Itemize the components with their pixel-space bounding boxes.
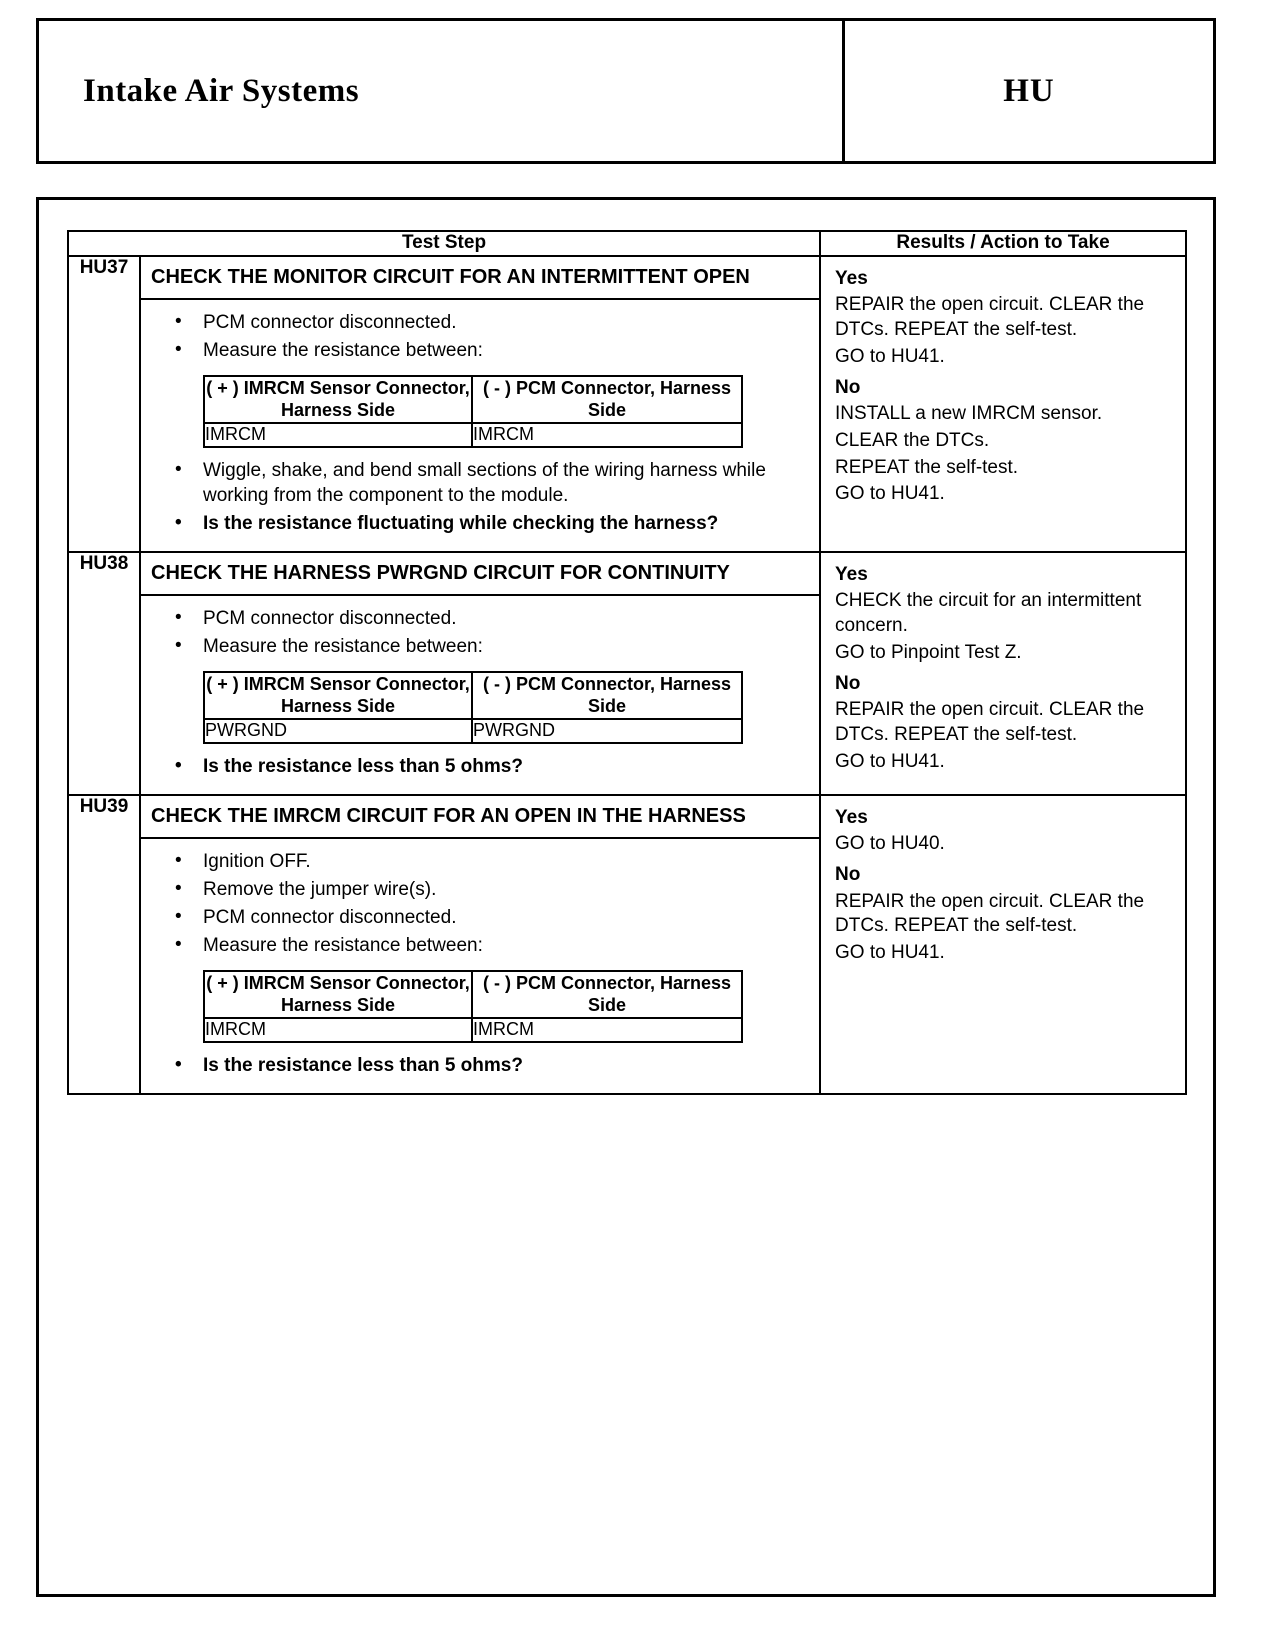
result-goto: GO to HU40. <box>835 833 945 855</box>
result-text: CHECK the circuit for an intermittent concern. <box>835 590 1142 637</box>
subtable-header-left: ( + ) IMRCM Sensor Connector, Harness Side <box>204 376 472 423</box>
subtable-value-right: IMRCM <box>472 423 742 447</box>
results-content <box>821 553 1185 787</box>
list-item-question: • Is the resistance less than 5 ohms? <box>203 754 809 779</box>
subtable-header-row <box>204 672 742 719</box>
connector-subtable <box>203 671 743 744</box>
connector-subtable <box>203 970 743 1043</box>
column-header-test-step: Test Step <box>68 231 820 256</box>
result-yes-label: Yes <box>835 563 868 585</box>
page-title: Intake Air Systems <box>83 72 360 109</box>
list-item: • Measure the resistance between: <box>203 338 809 363</box>
result-text: REPAIR the open circuit. CLEAR the DTCs. REPEAT the self-test. <box>835 890 1145 937</box>
list-item-question: • Is the resistance fluctuating while checking the harness? <box>203 511 809 536</box>
result-yes-label: Yes <box>835 806 868 828</box>
table-row <box>68 256 1186 552</box>
subtable-header-left: ( + ) IMRCM Sensor Connector, Harness Side <box>204 971 472 1018</box>
subtable-value-right: PWRGND <box>472 719 742 743</box>
subtable-value-right: IMRCM <box>472 1018 742 1042</box>
step-bullets-after <box>151 754 809 779</box>
result-goto: GO to HU41. <box>835 942 945 964</box>
connector-subtable <box>203 375 743 448</box>
result-text: REPAIR the open circuit. CLEAR the DTCs. REPEAT the self-test. <box>835 699 1145 745</box>
subtable-header-row <box>204 376 742 423</box>
list-item: • Ignition OFF. <box>203 849 809 874</box>
step-id: HU37 <box>68 256 140 552</box>
result-goto: GO to HU41. <box>835 483 945 505</box>
list-item: • Measure the resistance between: <box>203 933 809 958</box>
result-no-label: No <box>835 863 861 885</box>
result-goto: GO to HU41. <box>835 750 945 772</box>
subtable-value-left: IMRCM <box>204 1018 472 1042</box>
step-bullets-before <box>151 606 809 659</box>
step-content <box>140 256 820 552</box>
result-text: CLEAR the DTCs. <box>835 429 990 451</box>
result-text: REPEAT the self-test. <box>835 456 1019 478</box>
subtable-value-row <box>204 423 742 447</box>
list-item: • PCM connector disconnected. <box>203 606 809 631</box>
step-content <box>140 552 820 795</box>
subtable-header-right: ( - ) PCM Connector, Harness Side <box>472 376 742 423</box>
step-bullets-before <box>151 849 809 958</box>
table-row <box>68 552 1186 795</box>
table-row <box>68 795 1186 1094</box>
pinpoint-test-table <box>67 230 1187 1095</box>
result-text: REPAIR the open circuit. CLEAR the DTCs. REPEAT the self-test. <box>835 294 1145 341</box>
list-item: • Wiggle, shake, and bend small sections of the wiring harness while working from the component to the module. <box>203 458 809 508</box>
subtable-header-left: ( + ) IMRCM Sensor Connector, Harness Side <box>204 672 472 719</box>
results-cell <box>820 552 1186 795</box>
results-cell <box>820 795 1186 1094</box>
result-no-label: No <box>835 376 861 398</box>
step-bullets-after <box>151 458 809 536</box>
result-no-label: No <box>835 672 861 694</box>
subtable-header-right: ( - ) PCM Connector, Harness Side <box>472 672 742 719</box>
results-content <box>821 796 1185 978</box>
result-text: INSTALL a new IMRCM sensor. <box>835 403 1103 425</box>
header-code-cell <box>845 21 1213 161</box>
step-content <box>140 795 820 1094</box>
result-goto: GO to HU41. <box>835 345 945 367</box>
list-item-question: • Is the resistance less than 5 ohms? <box>203 1053 809 1078</box>
step-title: CHECK THE MONITOR CIRCUIT FOR AN INTERMITTENT OPEN <box>141 257 819 300</box>
header-title-cell <box>39 21 845 161</box>
step-body <box>141 300 819 551</box>
column-header-results: Results / Action to Take <box>820 231 1186 256</box>
result-goto: GO to Pinpoint Test Z. <box>835 641 1022 663</box>
results-cell <box>820 256 1186 552</box>
table-header-row <box>68 231 1186 256</box>
subtable-value-left: IMRCM <box>204 423 472 447</box>
list-item: • Remove the jumper wire(s). <box>203 877 809 902</box>
list-item: • Measure the resistance between: <box>203 634 809 659</box>
subtable-value-left: PWRGND <box>204 719 472 743</box>
result-yes-label: Yes <box>835 267 868 289</box>
list-item: • PCM connector disconnected. <box>203 310 809 335</box>
subtable-value-row <box>204 1018 742 1042</box>
step-id: HU39 <box>68 795 140 1094</box>
step-title: CHECK THE IMRCM CIRCUIT FOR AN OPEN IN THE HARNESS <box>141 796 819 839</box>
step-bullets-before <box>151 310 809 363</box>
results-content <box>821 257 1185 519</box>
step-title: CHECK THE HARNESS PWRGND CIRCUIT FOR CONTINUITY <box>141 553 819 596</box>
step-body <box>141 839 819 1093</box>
list-item: • PCM connector disconnected. <box>203 905 809 930</box>
content-frame <box>36 197 1216 1597</box>
subtable-header-right: ( - ) PCM Connector, Harness Side <box>472 971 742 1018</box>
page-header <box>36 18 1216 164</box>
subtable-header-row <box>204 971 742 1018</box>
step-body <box>141 596 819 794</box>
section-code: HU <box>1003 72 1055 109</box>
step-bullets-after <box>151 1053 809 1078</box>
step-id: HU38 <box>68 552 140 795</box>
subtable-value-row <box>204 719 742 743</box>
